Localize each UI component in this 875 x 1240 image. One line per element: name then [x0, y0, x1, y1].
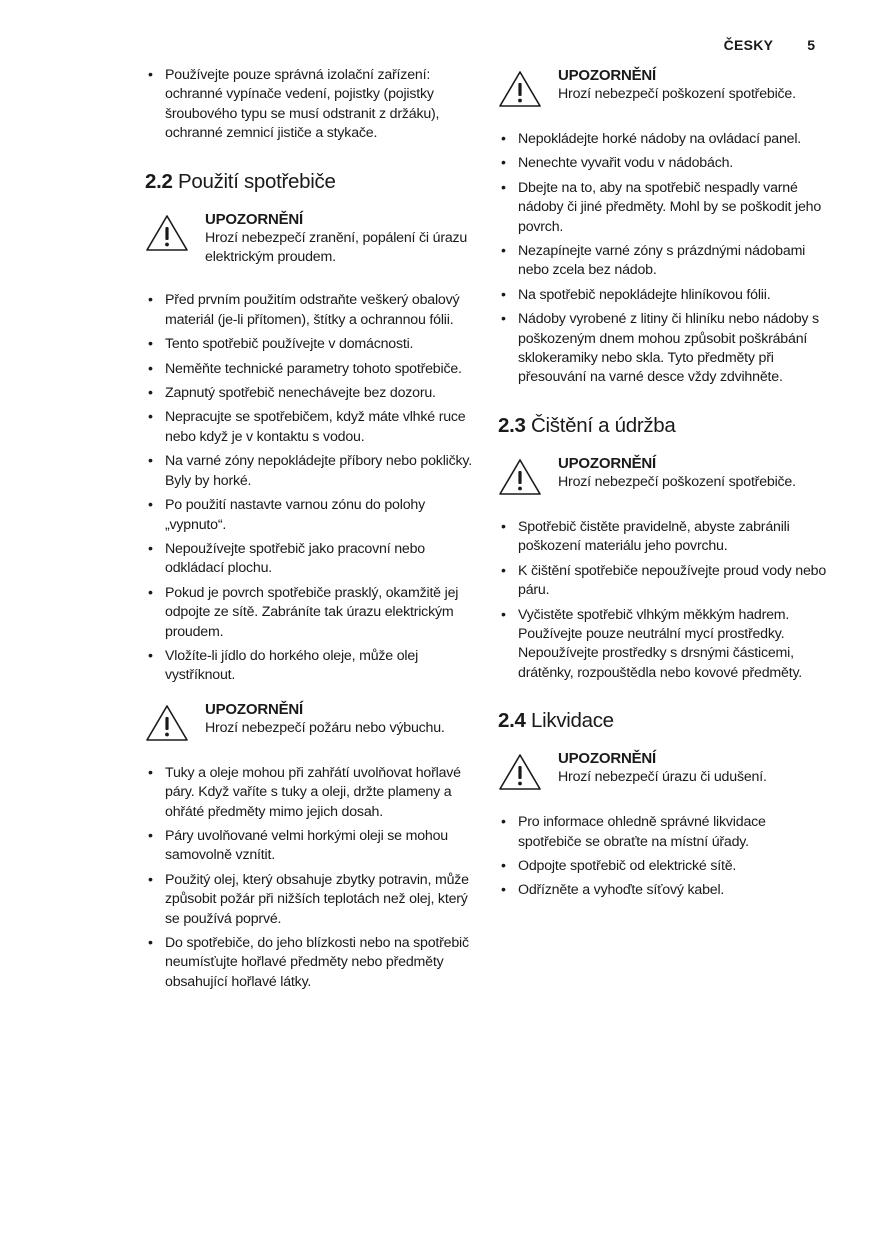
warning-block	[145, 210, 475, 268]
section-number: 2.2	[145, 169, 173, 193]
bullet-item: • Tuky a oleje mohou při zahřátí uvolňovat hořlavé páry. Když vaříte s tuky a oleji, držte plameny a ohřáté předměty mimo jejich dosah.	[145, 764, 475, 822]
bullet-item: • Na spotřebič nepokládejte hliníkovou fólii.	[498, 286, 828, 305]
bullet-item: • Vyčistěte spotřebič vlhkým měkkým hadrem. Používejte pouze neutrální mycí prostředky. Nepoužívejte prostředky s drsnými částicemi, drátěnky, rozpouštědla nebo kovové předměty.	[498, 606, 828, 684]
bullet-item: • Neměňte technické parametry tohoto spotřebiče.	[145, 360, 475, 379]
warning-text: Hrozí nebezpečí úrazu či udušení.	[558, 769, 767, 786]
bullet-item: • Tento spotřebič používejte v domácnosti.	[145, 335, 475, 354]
bullet-item: • Dbejte na to, aby na spotřebič nespadly varné nádoby či jiné předměty. Mohl by se poškodit jeho povrch.	[498, 179, 828, 237]
bullet-item: • Odřízněte a vyhoďte síťový kabel.	[498, 881, 828, 900]
bullet-item: • Zapnutý spotřebič nenechávejte bez dozoru.	[145, 384, 475, 403]
section-title: Použití spotřebiče	[178, 169, 336, 193]
bullet-item: • Odpojte spotřebič od elektrické sítě.	[498, 857, 828, 876]
section-heading-2-2	[145, 170, 475, 194]
right-column	[498, 66, 828, 906]
bullet-item: • Pokud je povrch spotřebiče prasklý, okamžitě jej odpojte ze sítě. Zabráníte tak úrazu elektrickým proudem.	[145, 584, 475, 642]
section-heading-2-4	[498, 709, 828, 733]
warning-text: Hrozí nebezpečí požáru nebo výbuchu.	[205, 719, 445, 736]
page-number: 5	[807, 37, 815, 53]
section-title: Likvidace	[531, 709, 614, 733]
bullet-item: • Pro informace ohledně správné likvidace spotřebiče se obraťte na místní úřady.	[498, 813, 828, 852]
disposal-bullet-list	[498, 813, 828, 901]
section-heading-2-3	[498, 414, 828, 438]
bullet-item: • Nádoby vyrobené z litiny či hliníku nebo nádoby s poškozeným dnem mohou způsobit poškrábání sklokeramiky nebo skla. Tyto předměty při přesouvání na varné desce vždy zdvihněte.	[498, 310, 828, 388]
section-number: 2.3	[498, 413, 526, 437]
section-title: Čištění a údržba	[531, 413, 676, 437]
bullet-item: • Páry uvolňované velmi horkými oleji se mohou samovolně vznítit.	[145, 827, 475, 866]
bullet-item: • Spotřebič čistěte pravidelně, abyste zabránili poškození materiálu jeho povrchu.	[498, 518, 828, 557]
warning-title: UPOZORNĚNÍ	[558, 454, 657, 472]
warning-block	[498, 66, 828, 106]
warning-triangle-icon	[498, 458, 542, 496]
bullet-item: • K čištění spotřebiče nepoužívejte proud vody nebo páru.	[498, 562, 828, 601]
bullet-item: • Před prvním použitím odstraňte veškerý obalový materiál (je-li přítomen), štítky a ochrannou fólii.	[145, 291, 475, 330]
warning-triangle-icon	[145, 704, 189, 742]
fire-bullet-list	[145, 764, 475, 992]
warning-block	[498, 454, 828, 494]
bullet-item: • Po použití nastavte varnou zónu do polohy „vypnuto“.	[145, 496, 475, 535]
warning-text: Hrozí nebezpečí poškození spotřebiče.	[558, 86, 796, 102]
warning-triangle-icon	[145, 214, 189, 252]
warning-title: UPOZORNĚNÍ	[205, 210, 304, 228]
warning-text: Hrozí nebezpečí zranění, popálení či úrazu elektrickým proudem.	[205, 229, 468, 266]
bullet-item: • Vložíte-li jídlo do horkého oleje, může olej vystříknout.	[145, 647, 475, 686]
warning-block	[498, 749, 828, 789]
bullet-item: • Do spotřebiče, do jeho blízkosti nebo na spotřebič neumísťujte hořlavé předměty nebo předměty obsahující hořlavé látky.	[145, 934, 475, 992]
bullet-item: • Nepoužívejte spotřebič jako pracovní nebo odkládací plochu.	[145, 540, 475, 579]
bullet-item: • Nepokládejte horké nádoby na ovládací panel.	[498, 130, 828, 149]
warning-triangle-icon	[498, 70, 542, 108]
warning-block	[145, 700, 475, 740]
section-number: 2.4	[498, 709, 526, 733]
bullet-item: • Používejte pouze správná izolační zařízení: ochranné vypínače vedení, pojistky (pojistky šroubového typu se musí odstranit z držáku), ochranné zemnicí jističe a stykače.	[145, 66, 475, 144]
warning-triangle-icon	[498, 753, 542, 791]
page-header	[724, 37, 815, 53]
bullet-item: • Na varné zóny nepokládejte příbory nebo pokličky. Byly by horké.	[145, 452, 475, 491]
cleaning-bullet-list	[498, 518, 828, 683]
bullet-item: • Nezapínejte varné zóny s prázdnými nádobami nebo zcela bez nádob.	[498, 242, 828, 281]
warning-title: UPOZORNĚNÍ	[205, 700, 304, 718]
bullet-item: • Nenechte vyvařit vodu v nádobách.	[498, 154, 828, 173]
bullet-item: • Použitý olej, který obsahuje zbytky potravin, může způsobit požár při nižších teplotách než olej, který se používá poprvé.	[145, 871, 475, 929]
warning-title: UPOZORNĚNÍ	[558, 750, 657, 768]
intro-bullet-list	[145, 66, 475, 144]
left-column	[145, 66, 475, 997]
usage-bullet-list	[145, 291, 475, 685]
bullet-item: • Nepracujte se spotřebičem, když máte vlhké ruce nebo když je v kontaktu s vodou.	[145, 408, 475, 447]
header-language: ČESKY	[723, 37, 774, 53]
warning-title: UPOZORNĚNÍ	[558, 67, 657, 84]
damage-bullet-list	[498, 130, 828, 388]
warning-text: Hrozí nebezpečí poškození spotřebiče.	[558, 473, 796, 490]
